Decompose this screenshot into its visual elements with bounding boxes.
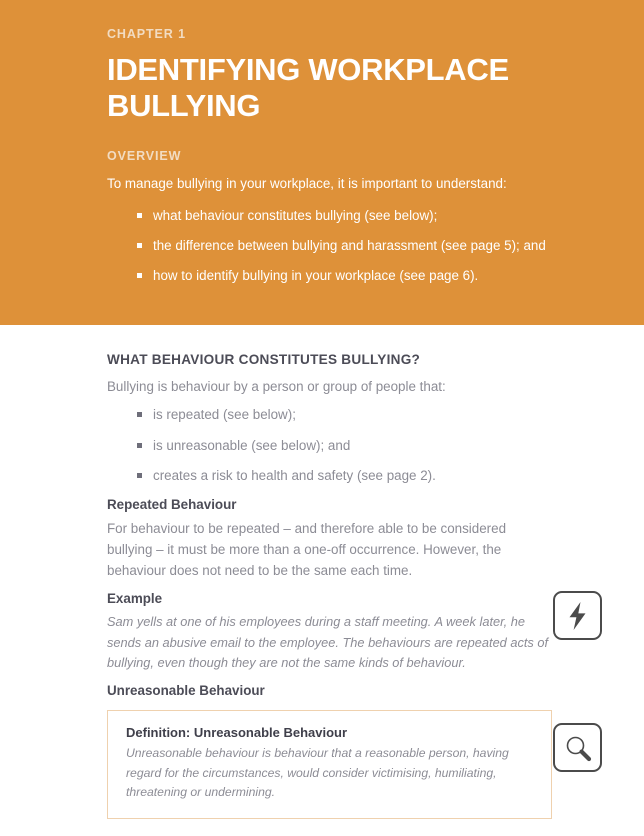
square-bullet-icon: [137, 443, 142, 448]
overview-label: OVERVIEW: [107, 148, 182, 163]
example-text: Sam yells at one of his employees during a staff meeting. A week later, he sends an abusive email to the employee. The behaviours are repeated acts of bullying, even though they are not the same kinds of behaviour.: [107, 614, 549, 670]
banner-content: [107, 28, 552, 296]
list-item: [107, 466, 552, 485]
section-intro-text: Bullying is behaviour by a person or group of people that:: [107, 379, 446, 395]
list-item: [107, 236, 552, 255]
list-item: [107, 206, 552, 225]
page-title: IDENTIFYING WORKPLACE BULLYING: [107, 51, 509, 123]
square-bullet-icon: [137, 473, 142, 478]
section-heading: WHAT BEHAVIOUR CONSTITUTES BULLYING?: [107, 352, 421, 367]
overview-bullet-list: [107, 206, 552, 285]
square-bullet-icon: [137, 243, 142, 248]
definition-title: Definition: Unreasonable Behaviour: [126, 725, 348, 741]
list-item-label: how to identify bullying in your workplace (see page 6).: [153, 267, 479, 283]
repeated-behaviour-text: For behaviour to be repeated – and therefore able to be considered bullying – it must be more than a one-off occurrence. However, the behaviour does not need to be the same each time.: [107, 520, 507, 579]
body-content: [107, 352, 552, 819]
list-item-label: what behaviour constitutes bullying (see below);: [153, 207, 438, 223]
lightning-bolt-icon: [553, 591, 602, 640]
square-bullet-icon: [137, 273, 142, 278]
repeated-behaviour-heading: Repeated Behaviour: [107, 496, 237, 512]
definition-text: Unreasonable behaviour is behaviour that a reasonable person, having regard for the circumstances, would consider victimising, humiliating, threatening or undermining.: [126, 745, 509, 800]
list-item-label: the difference between bullying and harassment (see page 5); and: [153, 237, 546, 253]
example-heading: Example: [107, 591, 163, 607]
list-item-label: is unreasonable (see below); and: [153, 437, 351, 453]
unreasonable-behaviour-heading: Unreasonable Behaviour: [107, 683, 265, 699]
list-item: [107, 266, 552, 285]
list-item-label: is repeated (see below);: [153, 407, 296, 423]
chapter-label: CHAPTER 1: [107, 27, 186, 41]
square-bullet-icon: [137, 213, 142, 218]
list-item-label: creates a risk to health and safety (see page 2).: [153, 468, 436, 484]
magnifying-glass-icon: [553, 723, 602, 772]
chapter-banner: [0, 0, 644, 325]
square-bullet-icon: [137, 412, 142, 417]
list-item: [107, 436, 552, 455]
criteria-bullet-list: [107, 405, 552, 485]
overview-intro-text: To manage bullying in your workplace, it is important to understand:: [107, 176, 507, 192]
definition-callout-box: [107, 710, 552, 819]
list-item: [107, 405, 552, 424]
